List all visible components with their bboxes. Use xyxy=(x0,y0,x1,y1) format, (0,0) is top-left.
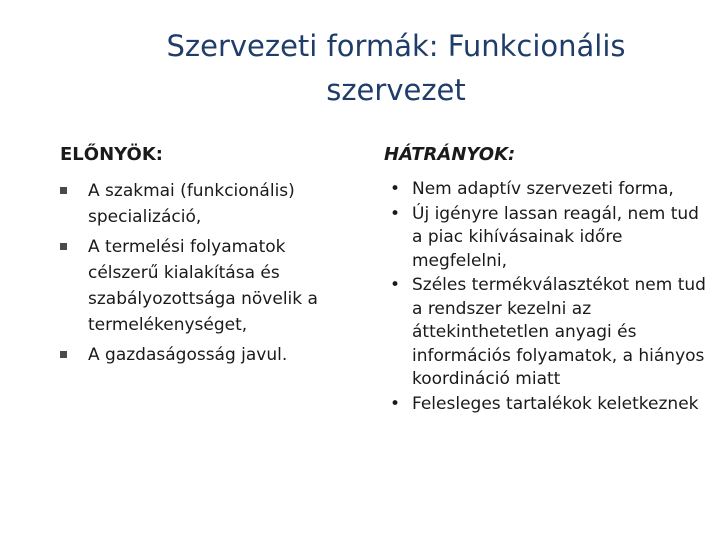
disadvantages-heading: HÁTRÁNYOK: xyxy=(384,144,516,165)
round-bullet-icon: • xyxy=(390,203,401,224)
advantages-list xyxy=(60,178,360,368)
round-bullet-icon: • xyxy=(390,179,401,199)
list-item xyxy=(60,342,360,368)
square-bullet-icon xyxy=(60,187,67,194)
slide-title-line-2: szervezet xyxy=(326,73,466,107)
advantage-text: A szakmai (funkcionális) specializáció, xyxy=(88,181,295,227)
disadvantage-text: Új igényre lassan reagál, nem tud a piac kihívásainak időre megfelelni, xyxy=(412,203,699,271)
round-bullet-icon: • xyxy=(390,393,401,414)
advantage-text: A termelési folyamatok célszerű kialakítása és szabályozottsága növelik a termelékenységet, xyxy=(88,237,318,335)
advantage-text: A gazdaságosság javul. xyxy=(88,345,288,365)
disadvantage-text: Felesleges tartalékok keletkeznek xyxy=(412,393,699,414)
disadvantages-column xyxy=(384,142,714,417)
round-bullet-icon: • xyxy=(390,275,401,295)
square-bullet-icon xyxy=(60,243,67,250)
disadvantage-text: Széles termékválasztékot nem tud a rendszer kezelni az áttekinthetetlen anyagi és információs folyamatok, a hiányos koordináció miatt xyxy=(412,275,706,389)
list-item xyxy=(384,393,714,417)
list-item xyxy=(60,234,360,338)
list-item xyxy=(384,203,714,274)
advantages-column xyxy=(60,142,360,372)
list-item xyxy=(60,178,360,230)
square-bullet-icon xyxy=(60,351,67,358)
disadvantage-text: Nem adaptív szervezeti forma, xyxy=(412,179,674,199)
list-item xyxy=(384,178,714,202)
disadvantages-list xyxy=(384,178,714,416)
list-item xyxy=(384,274,714,392)
slide-title xyxy=(60,24,720,112)
advantages-heading: ELŐNYÖK: xyxy=(60,144,163,165)
slide-title-line-1: Szervezeti formák: Funkcionális xyxy=(166,29,626,63)
